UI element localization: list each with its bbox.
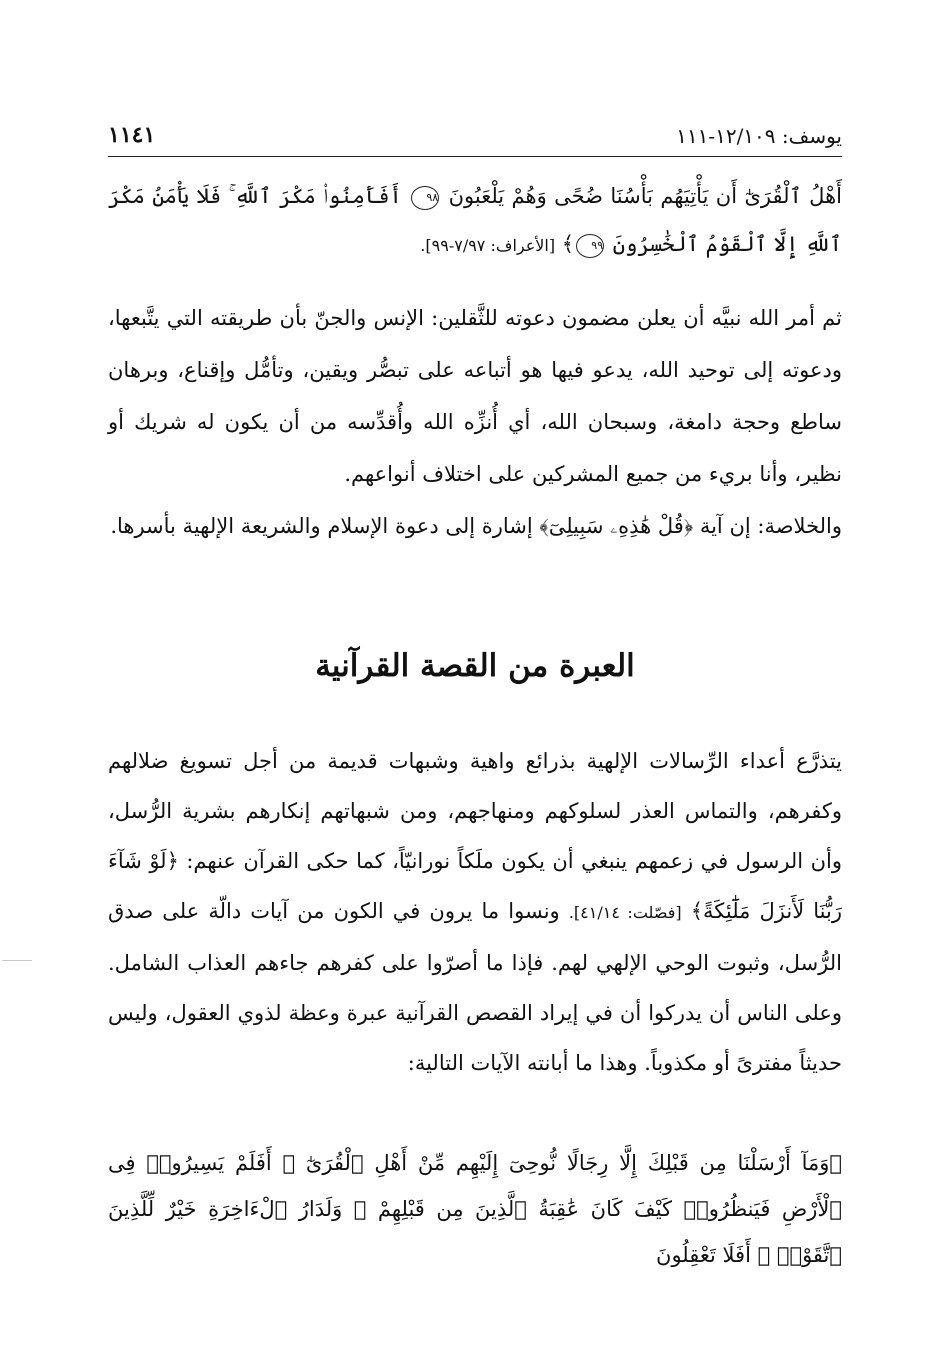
- ayah-number-marker: ٩٨: [411, 186, 439, 210]
- paragraph-2-rest: إشارة إلى دعوة الإسلام والشريعة الإلهية بأسرها.: [110, 514, 533, 538]
- page-number: ١١٤١: [108, 122, 156, 148]
- commentary-block: [108, 292, 842, 552]
- paragraph-3-text-a: يتذرَّع أعداء الرِّسالات الإلهية بذرائع واهية وشبهات قديمة من أجل تسويغ ضلالهم وكفرهم، والتماس العذر لسلوكهم ومنهاجهم، ومن شبهاتهم إنكارهم بشرية الرُّسل، وأن الرسول في زعمهم ينبغي أن يكون ملَكاً نورانيّاً، كما حكى القرآن عنهم:: [108, 749, 842, 873]
- paragraph-2: [108, 500, 842, 552]
- verse-close-bracket: ﴾: [561, 232, 575, 256]
- paragraph-3-quote: ﴿لَوْ شَآءَ رَبُّنَا لَأَنزَلَ مَلَٰٓئِكَةً﴾: [108, 849, 842, 923]
- verse-paragraph: [108, 172, 842, 270]
- page-header: [108, 118, 842, 158]
- paragraph-3: [108, 736, 842, 1088]
- paragraph-2-quote: ﴿قُلْ هَٰذِهِۦ سَبِيلِىٓ﴾: [539, 514, 694, 538]
- paragraph-2-intro: والخلاصة: إن آية: [699, 514, 842, 538]
- verse-text-b: أَفَأَمِنُوا۟ مَكْرَ ٱللَّهِ ۚ فَلَا يَأْمَنُ مَكْرَ ٱللَّهِ إِلَّا ٱلْقَوْمُ ٱلْخَٰسِرُونَ: [108, 184, 842, 256]
- scan-margin-mark: [2, 960, 32, 961]
- ayah-number-marker: ٩٩: [576, 234, 604, 258]
- paragraph-1: ثم أمر الله نبيَّه أن يعلن مضمون دعوته للثَّقلين: الإنس والجنّ بأن طريقته التي يتَّبعها، ودعوته إلى توحيد الله، يدعو فيها هو أتباعه على تبصُّر ويقين، وتأمُّل وإقناع، وبرهان ساطع وحجة دامغة، وسبحان الله، أي أُنزِّه الله وأُقدِّسه من أن يكون له شريك أو نظير، وأنا بريء من جميع المشركين على اختلاف أنواعهم.: [108, 306, 842, 486]
- verse-citation: [الأعراف: ٧/٩٧-٩٩].: [420, 236, 556, 255]
- verse-text-a: أَهْلُ ٱلْقُرَىٰٓ أَن يَأْتِيَهُم بَأْسُنَا ضُحًى وَهُمْ يَلْعَبُونَ: [448, 184, 842, 208]
- paragraph-3-citation: [فصّلت: ٤١/١٤].: [568, 903, 682, 922]
- quran-verse-block: [108, 172, 842, 270]
- paragraph-3-text-b: ونسوا ما يرون في الكون من آيات دالّة على صدق الرُّسل، وثبوت الوحي الإلهي لهم. فإذا ما أصرّوا على كفرهم جاءهم العذاب الشامل. وعلى الناس أن يدركوا أن في إيراد القصص القرآنية عبرة وعظة لذوي العقول، وليس حديثاً مفترىً أو مكذوباً. وهذا ما أبانته الآيات التالية:: [108, 899, 842, 1075]
- header-divider: [108, 156, 842, 157]
- running-title: يوسف: ١٢/١٠٩-١١١: [676, 124, 842, 148]
- verse-2-text: ﴿وَمَآ أَرْسَلْنَا مِن قَبْلِكَ إِلَّا رِجَالًا نُّوحِىٓ إِلَيْهِم مِّنْ أَهْلِ ٱلْقُرَىٰٓ ۗ أَفَلَمْ يَسِيرُوا۟ فِى ٱلْأَرْضِ فَيَنظُرُوا۟ كَيْفَ كَانَ عَٰقِبَةُ ٱلَّذِينَ مِن قَبْلِهِمْ ۗ وَلَدَارُ ٱلْءَاخِرَةِ خَيْرٌ لِّلَّذِينَ ٱتَّقَوْا۟ ۗ أَفَلَا تَعْقِلُونَ: [108, 1151, 842, 1267]
- section-body: [108, 736, 842, 1088]
- section-heading: العبرة من القصة القرآنية: [315, 648, 635, 684]
- quran-verse-block-2: [108, 1140, 842, 1278]
